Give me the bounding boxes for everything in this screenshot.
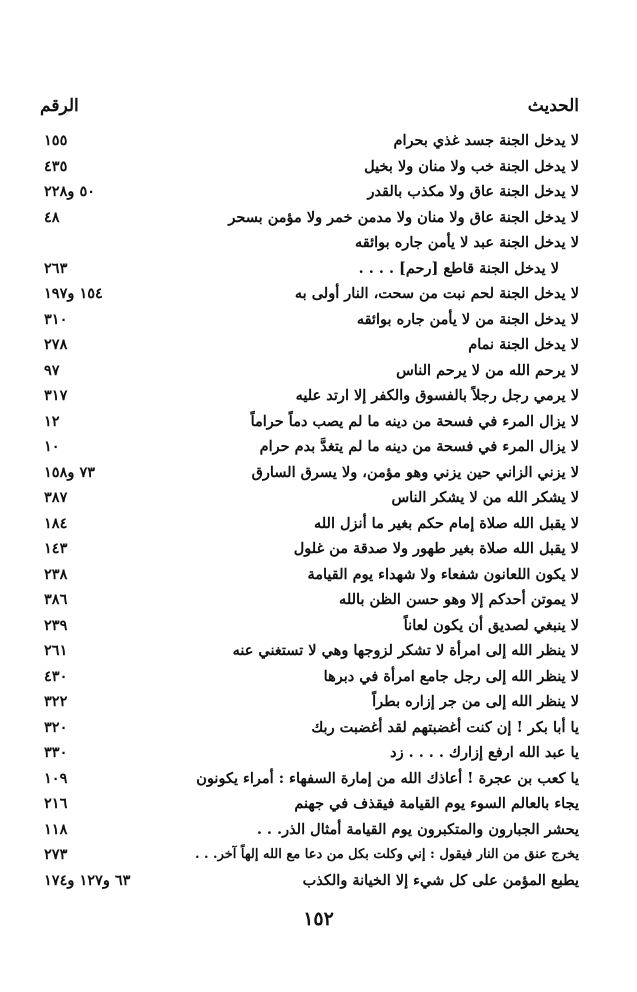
hadith-text: لا يكون اللعانون شفعاء ولا شهداء يوم القيامة	[307, 565, 579, 583]
hadith-number: ١٥٥	[44, 132, 68, 149]
hadith-text: لا يرحم الله من لا يرحم الناس	[396, 361, 579, 379]
hadith-number: ٢٦٣	[44, 259, 68, 277]
hadith-number: ١٠	[44, 438, 60, 455]
hadith-number: ٣٢٠	[44, 718, 68, 736]
list-item	[40, 536, 579, 562]
hadith-text: لا يزال المرء في فسحة من دينه ما لم يتغدَّ بدم حرام	[259, 438, 579, 455]
list-item	[40, 256, 579, 282]
hadith-number: ٤٣٥	[44, 157, 68, 175]
list-item	[40, 230, 579, 256]
list-item	[40, 154, 579, 180]
hadith-text: لا يدخل الجنة عاق ولا مكذب بالقدر	[367, 183, 579, 200]
list-item	[40, 715, 579, 741]
hadith-number: ١١٨	[44, 820, 68, 838]
hadith-number: ١٨٤	[44, 514, 68, 532]
hadith-number: ٧٣ و١٥٨	[44, 463, 96, 481]
hadith-text: يحشر الجبارون والمتكبرون يوم القيامة أمثال الذر. . .	[256, 820, 579, 838]
hadith-text: يطبع المؤمن على كل شيء إلا الخيانة والكذب	[302, 871, 579, 889]
list-item	[40, 511, 579, 537]
hadith-text: لا يدخل الجنة خب ولا منان ولا بخيل	[364, 157, 579, 175]
list-item	[40, 868, 579, 894]
hadith-text: لا يدخل الجنة لحم نبت من سحت، النار أولى به	[294, 285, 579, 302]
list-item	[40, 791, 579, 817]
hadith-number: ٢٣٩	[44, 616, 68, 634]
list-item	[40, 613, 579, 639]
list-item	[40, 689, 579, 715]
hadith-text: لا يدخل الجنة نمام	[468, 336, 579, 353]
hadith-number: ٢٦١	[44, 642, 68, 659]
list-item	[40, 638, 579, 664]
hadith-number: ٣١٠	[44, 310, 68, 328]
list-item	[40, 434, 579, 460]
hadith-number: ٢٧٣	[44, 846, 68, 863]
hadith-number: ٩٧	[44, 361, 60, 379]
hadith-text: لا يدخل الجنة من لا يأمن جاره بوائقه	[356, 310, 579, 328]
table-header	[40, 96, 579, 120]
list-item	[40, 281, 579, 307]
hadith-text: لا يدخل الجنة عبد لا يأمن جاره بوائقه	[355, 234, 579, 251]
hadith-text: لا يزال المرء في فسحة من دينه ما لم يصب دماً حراماً	[250, 412, 579, 430]
hadith-text: لا يزني الزاني حين يزني وهو مؤمن، ولا يسرق السارق	[251, 463, 579, 481]
list-item	[40, 766, 579, 792]
hadith-text: لا يموتن أحدكم إلا وهو حسن الظن بالله	[339, 591, 579, 608]
hadith-text: لا ينظر الله إلى من جر إزاره بطراً	[372, 693, 579, 710]
hadith-text: يجاء بالعالم السوء يوم القيامة فيقذف في جهنم	[294, 795, 579, 812]
hadith-number: ٣١٧	[44, 387, 68, 404]
hadith-number: ٢١٦	[44, 795, 68, 812]
hadith-text: لا يدخل الجنة قاطع [رحم] . . . .	[358, 259, 559, 277]
list-item	[40, 664, 579, 690]
hadith-text: لا ينظر الله إلى امرأة لا تشكر لزوجها وهي لا تستغني عنه	[232, 642, 579, 659]
list-item	[40, 587, 579, 613]
column-header-number: الرقم	[40, 96, 79, 116]
hadith-text: لا يدخل الجنة عاق ولا منان ولا مدمن خمر ولا مؤمن بسحر	[228, 208, 579, 226]
list-item	[40, 562, 579, 588]
hadith-number: ٤٨	[44, 208, 60, 226]
hadith-number: ١٢	[44, 412, 60, 430]
list-item	[40, 817, 579, 843]
hadith-number: ٣٨٧	[44, 489, 68, 506]
hadith-number: ٥٠ و٢٢٨	[44, 183, 96, 200]
hadith-number: ١٤٣	[44, 540, 68, 557]
page-number: ١٥٢	[303, 908, 334, 930]
list-item	[40, 205, 579, 231]
hadith-text: يا أبا بكر ! إن كنت أغضبتهم لقد أغضبت ربك	[311, 718, 579, 736]
list-item	[40, 358, 579, 384]
hadith-text: يا عبد الله ارفع إزارك . . . . زد	[390, 744, 579, 761]
column-header-hadith: الحديث	[527, 96, 579, 116]
hadith-text: يا كعب بن عجرة ! أعاذك الله من إمارة السفهاء : أمراء يكونون	[196, 769, 579, 787]
hadith-text: لا ينبغي لصديق أن يكون لعاناً	[403, 616, 579, 634]
list-item	[40, 409, 579, 435]
list-item	[40, 383, 579, 409]
list-item	[40, 179, 579, 205]
hadith-text: لا يدخل الجنة جسد غذي بحرام	[393, 132, 579, 149]
list-item	[40, 307, 579, 333]
hadith-number: ٢٣٨	[44, 565, 68, 583]
hadith-text: لا يقبل الله صلاة بغير طهور ولا صدقة من غلول	[293, 540, 579, 557]
hadith-number: ٣٣٠	[44, 744, 68, 761]
hadith-number: ١٠٩	[44, 769, 68, 787]
hadith-index-list	[40, 128, 579, 893]
list-item	[40, 485, 579, 511]
hadith-number: ٤٣٠	[44, 667, 68, 685]
hadith-number: ٦٣ و١٢٧ و١٧٤	[44, 871, 131, 889]
list-item	[40, 740, 579, 766]
list-item	[40, 332, 579, 358]
hadith-text: لا يشكر الله من لا يشكر الناس	[391, 489, 579, 506]
hadith-text: لا يرمي رجل رجلاً بالفسوق والكفر إلا ارتد عليه	[295, 387, 579, 404]
list-item	[40, 842, 579, 868]
hadith-text: لا ينظر الله إلى رجل جامع امرأة في دبرها	[323, 667, 579, 685]
hadith-number: ٣٨٦	[44, 591, 68, 608]
hadith-text: لا يقبل الله صلاة إمام حكم بغير ما أنزل الله	[313, 514, 579, 532]
list-item	[40, 128, 579, 154]
hadith-number: ١٥٤ و١٩٧	[44, 285, 103, 302]
hadith-text: يخرج عنق من النار فيقول : إني وكلت بكل من دعا مع الله إلهاً آخر. . .	[194, 847, 579, 862]
hadith-number: ٣٢٢	[44, 693, 68, 710]
list-item	[40, 460, 579, 486]
hadith-number: ٢٧٨	[44, 336, 68, 353]
